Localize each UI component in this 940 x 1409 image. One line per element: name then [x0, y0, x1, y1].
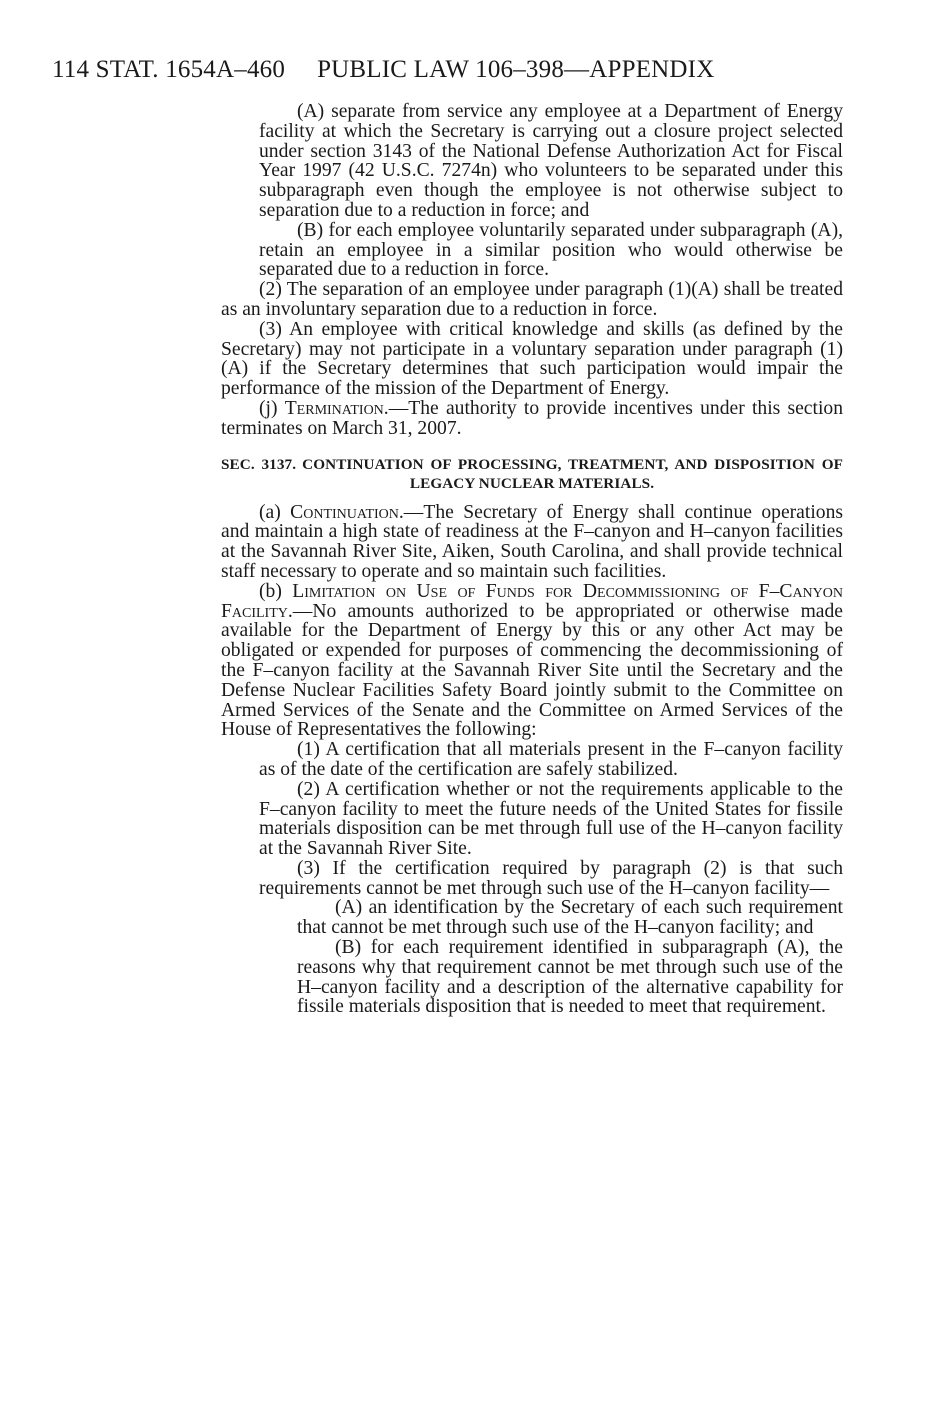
- section-number: SEC. 3137.: [221, 455, 297, 473]
- subsection-j: [221, 399, 843, 439]
- running-head: [52, 56, 714, 84]
- paragraph-1b: (B) for each employee voluntarily separated under subparagraph (A), retain an employee in a similar position who would otherwise be separated due to a reduction in force.: [259, 219, 843, 281]
- subsection-b: [221, 582, 843, 740]
- paragraph-3: (3) An employee with critical knowledge and skills (as defined by the Secretary) may not participate in a voluntary separation under paragraph (1)(A) if the Secretary determines that such participation would impair the performance of the mission of the Department of Energy.: [221, 318, 843, 400]
- paragraph-1a: (A) separate from service any employee at a Department of Energy facility at which the Secretary is carrying out a closure project selected under section 3143 of the National Defense Authorization Act for Fiscal Year 1997 (42 U.S.C. 7274n) who volunteers to be separated under this subparagraph even though the employee is not otherwise subject to separation due to a reduction in force; and: [259, 101, 843, 221]
- subsection-a: [221, 503, 843, 582]
- subsection-j-heading: Termination: [284, 397, 384, 419]
- paragraph-b3: (3) If the certification required by paragraph (2) is that such requirements cannot be met through such use of the H–canyon facility—: [259, 857, 843, 899]
- paragraph-b1: (1) A certification that all materials present in the F–canyon facility as of the date of the certification are safely stabilized.: [259, 739, 843, 780]
- paragraph-2: (2) The separation of an employee under paragraph (1)(A) shall be treated as an involuntary separation due to a reduction in force.: [221, 279, 843, 320]
- section-title: CONTINUATION OF PROCESSING, TREATMENT, AND DISPOSITION OF LEGACY NUCLEAR MATERIALS.: [302, 455, 844, 492]
- document-body: [221, 102, 843, 1017]
- subsection-b-text: .—No amounts authorized to be appropriated or otherwise made available for the Department of Energy by this or any other Act may be obligated or expended for purposes of commencing the decommissioning of the F–canyon facility at the Savannah River Site until the Secretary and the Defense Nuclear Facilities Safety Board jointly submit to the Committee on Armed Services of the Senate and the Committee on Armed Services of the House of Representatives the following:: [221, 600, 843, 741]
- section-heading: [221, 455, 843, 493]
- subsection-a-heading: Continuation: [290, 501, 399, 523]
- paragraph-b2: (2) A certification whether or not the requirements applicable to the F–canyon facility to meet the future needs of the United States for fissile materials disposition can be met through full use of the H–canyon facility at the Savannah River Site.: [259, 778, 843, 860]
- subsection-a-text: .—The Secretary of Energy shall continue operations and maintain a high state of readiness at the F–canyon and H–canyon facilities at the Savannah River Site, Aiken, South Carolina, and shall provide technical staff necessary to operate and so maintain such facilities.: [221, 501, 843, 582]
- subsection-j-text: .—The authority to provide incentives under this section terminates on March 31, 2007.: [221, 397, 843, 439]
- subparagraph-b3a: (A) an identification by the Secretary of each such requirement that cannot be met through such use of the H–canyon facility; and: [297, 897, 843, 939]
- subsection-a-label: (a): [259, 501, 291, 523]
- law-title: PUBLIC LAW 106–398—APPENDIX: [317, 56, 715, 83]
- page-citation: 114 STAT. 1654A–460: [52, 56, 286, 83]
- subsection-b-label: (b): [259, 580, 293, 602]
- subsection-b-heading: Limitation on Use of Funds for Decommissioning of F–Canyon Facility: [221, 580, 843, 622]
- subsection-j-label: (j): [259, 397, 285, 419]
- subparagraph-b3b: (B) for each requirement identified in subparagraph (A), the reasons why that requirement cannot be met through such use of the H–canyon facility and a description of the alternative capability for fissile materials disposition that is needed to meet that requirement.: [297, 937, 843, 1018]
